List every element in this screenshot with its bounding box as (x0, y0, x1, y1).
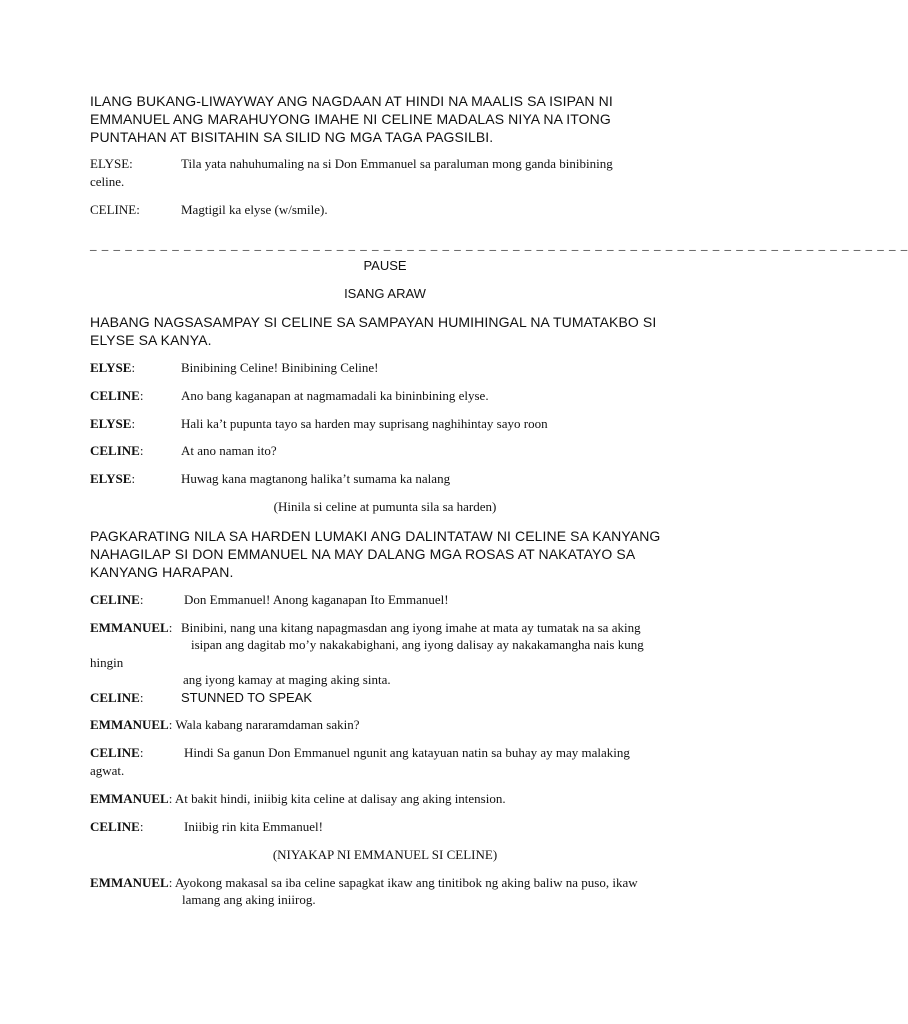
dialogue-line: Iniibig rin kita Emmanuel! (184, 819, 323, 834)
stage-direction: (NIYAKAP NI EMMANUEL SI CELINE) (272, 847, 498, 862)
speaker-elyse: ELYSE: (90, 471, 136, 486)
dialogue-line: Tila yata nahuhumaling na si Don Emmanuel sa paraluman mong ganda binibining (181, 156, 613, 171)
intro-paragraph: ILANG BUKANG-LIWAYWAY ANG NAGDAAN AT HINDI NA MAALIS SA ISIPAN NI EMMANUEL ANG MARAHUYONG IMAHE NI CELINE MADALAS NIYA NA ITONG PUNTAHAN AT BISITAHIN SA SILID NG MGA TAGA PAGSILBI. (90, 93, 613, 145)
dialogue-line: STUNNED TO SPEAK (181, 690, 312, 705)
speaker-emmanuel: EMMANUEL: Wala kabang nararamdaman sakin? (90, 717, 360, 732)
speaker-elyse: ELYSE: (90, 360, 136, 375)
speaker-emmanuel: EMMANUEL: Ayokong makasal sa iba celine sapagkat ikaw ang tinitibok ng aking baliw na puso, ikaw (90, 875, 638, 890)
dialogue-line: Don Emmanuel! Anong kaganapan Ito Emmanuel! (184, 592, 449, 607)
dialogue-line: Ano bang kaganapan at nagmamadali ka bininbining elyse. (181, 388, 489, 403)
scene-description: HABANG NAGSASAMPAY SI CELINE SA SAMPAYAN HUMIHINGAL NA TUMATAKBO SI ELYSE SA KANYA. (90, 314, 657, 348)
isang-araw-heading: ISANG ARAW (344, 286, 426, 301)
scene-description: PAGKARATING NILA SA HARDEN LUMAKI ANG DALINTATAW NI CELINE SA KANYANG NAHAGILAP SI DON EMMANUEL NA MAY DALANG MGA ROSAS AT NAKATAYO SA KANYANG HARAPAN. (90, 528, 661, 580)
dialogue-continuation: ang iyong kamay at maging aking sinta. (183, 672, 391, 687)
speaker-celine: CELINE: (90, 690, 144, 705)
speaker-celine: CELINE: (90, 819, 144, 834)
speaker-celine: CELINE: (90, 745, 144, 760)
speaker-emmanuel: EMMANUEL: (90, 620, 173, 635)
dialogue-continuation: celine. (90, 174, 125, 189)
speaker-elyse: ELYSE: (90, 156, 133, 171)
pause-heading: PAUSE (363, 258, 407, 273)
speaker-celine: CELINE: (90, 388, 144, 403)
dialogue-line: Huwag kana magtanong halika’t sumama ka nalang (181, 471, 451, 486)
speaker-celine: CELINE: (90, 592, 144, 607)
dialogue-continuation: isipan ang dagitab mo’y nakakabighani, ang iyong dalisay ay nakakamangha nais kung (191, 637, 644, 652)
dialogue-line: Hindi Sa ganun Don Emmanuel ngunit ang katayuan natin sa buhay ay may malaking (184, 745, 630, 760)
speaker-celine: CELINE: (90, 202, 140, 217)
scene-separator: _ _ _ _ _ _ _ _ _ _ _ _ _ _ _ _ _ _ _ _ _ _ _ _ _ _ _ _ _ _ _ _ _ _ _ _ _ _ _ _ _ _ _ _ _ _ _ _ _ _ _ _ _ _ _ _ _ _ _ _ _ _ _ _ _ _ _ _ _ _ (90, 237, 908, 252)
speaker-emmanuel: EMMANUEL: At bakit hindi, iniibig kita celine at dalisay ang aking intension. (90, 791, 506, 806)
dialogue-continuation: hingin (90, 655, 124, 670)
dialogue-continuation: agwat. (90, 763, 125, 778)
dialogue-continuation: lamang ang aking iniirog. (182, 892, 316, 907)
dialogue-line: Hali ka’t pupunta tayo sa harden may suprisang naghihintay sayo roon (181, 416, 548, 431)
dialogue-line: At ano naman ito? (181, 443, 277, 458)
dialogue-line: Binibini, nang una kitang napagmasdan ang iyong imahe at mata ay tumatak na sa aking (181, 620, 641, 635)
speaker-elyse: ELYSE: (90, 416, 136, 431)
speaker-celine: CELINE: (90, 443, 144, 458)
dialogue-line: Magtigil ka elyse (w/smile). (181, 202, 328, 217)
dialogue-line: Binibining Celine! Binibining Celine! (181, 360, 379, 375)
stage-direction: (Hinila si celine at pumunta sila sa harden) (273, 499, 497, 514)
